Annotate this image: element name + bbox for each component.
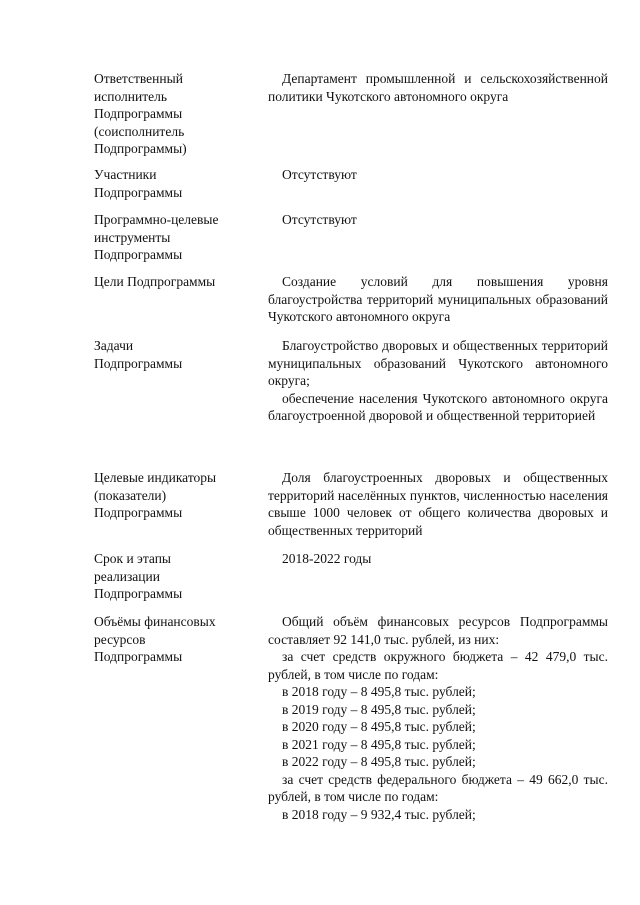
paragraph: за счет средств федерального бюджета – 49 662,0 тыс. рублей, в том числе по годам:	[268, 771, 608, 804]
paragraph: Благоустройство дворовых и общественных территорий муниципальных образований Чукотского автономного округа;	[268, 338, 608, 388]
row-value	[268, 337, 608, 425]
row-value	[268, 550, 608, 568]
paragraph: Создание условий для повышения уровня благоустройства территорий муниципальных образований Чукотского автономного округа	[268, 274, 608, 324]
paragraph: Департамент промышленной и сельскохозяйственной политики Чукотского автономного округа	[268, 71, 608, 104]
row-value	[268, 469, 608, 539]
paragraph: в 2022 году – 8 495,8 тыс. рублей;	[282, 754, 476, 769]
row-label: Цели Подпрограммы	[94, 274, 216, 289]
row-value	[268, 70, 608, 105]
row-label: Программно-целевые инструменты Подпрограммы	[94, 212, 219, 262]
paragraph: Отсутствуют	[282, 167, 357, 182]
paragraph: в 2018 году – 8 495,8 тыс. рублей;	[282, 684, 476, 699]
row-label: Задачи Подпрограммы	[94, 338, 183, 371]
row-label: Целевые индикаторы (показатели) Подпрограммы	[94, 470, 217, 520]
paragraph: в 2018 году – 9 932,4 тыс. рублей;	[282, 806, 476, 822]
row-value	[268, 211, 608, 229]
row-label: Объёмы финансовых ресурсов Подпрограммы	[94, 614, 216, 664]
paragraph: в 2021 году – 8 495,8 тыс. рублей;	[282, 736, 476, 752]
row-value	[268, 613, 608, 823]
paragraph: в 2019 году – 8 495,8 тыс. рублей;	[282, 701, 476, 717]
paragraph: 2018-2022 годы	[282, 551, 372, 566]
row-label: Участники Подпрограммы	[94, 167, 183, 200]
row-value	[268, 166, 608, 184]
paragraph: обеспечение населения Чукотского автономного округа благоустроенной дворовой и общественной территорией	[268, 390, 608, 423]
row-value	[268, 273, 608, 326]
paragraph: Общий объём финансовых ресурсов Подпрограммы составляет 92 141,0 тыс. рублей, из них:	[268, 614, 608, 647]
paragraph: в 2020 году – 8 495,8 тыс. рублей;	[282, 719, 476, 734]
row-label: Ответственный исполнитель Подпрограммы (соисполнитель Подпрограммы)	[94, 71, 187, 156]
row-label: Срок и этапы реализации Подпрограммы	[94, 551, 183, 601]
paragraph: Доля благоустроенных дворовых и общественных территорий населённых пунктов, численностью населения свыше 1000 человек от общего количества дворовых и общественных территорий	[268, 470, 608, 538]
paragraph: Отсутствуют	[282, 212, 357, 227]
paragraph: за счет средств окружного бюджета – 42 479,0 тыс. рублей, в том числе по годам:	[268, 649, 608, 682]
